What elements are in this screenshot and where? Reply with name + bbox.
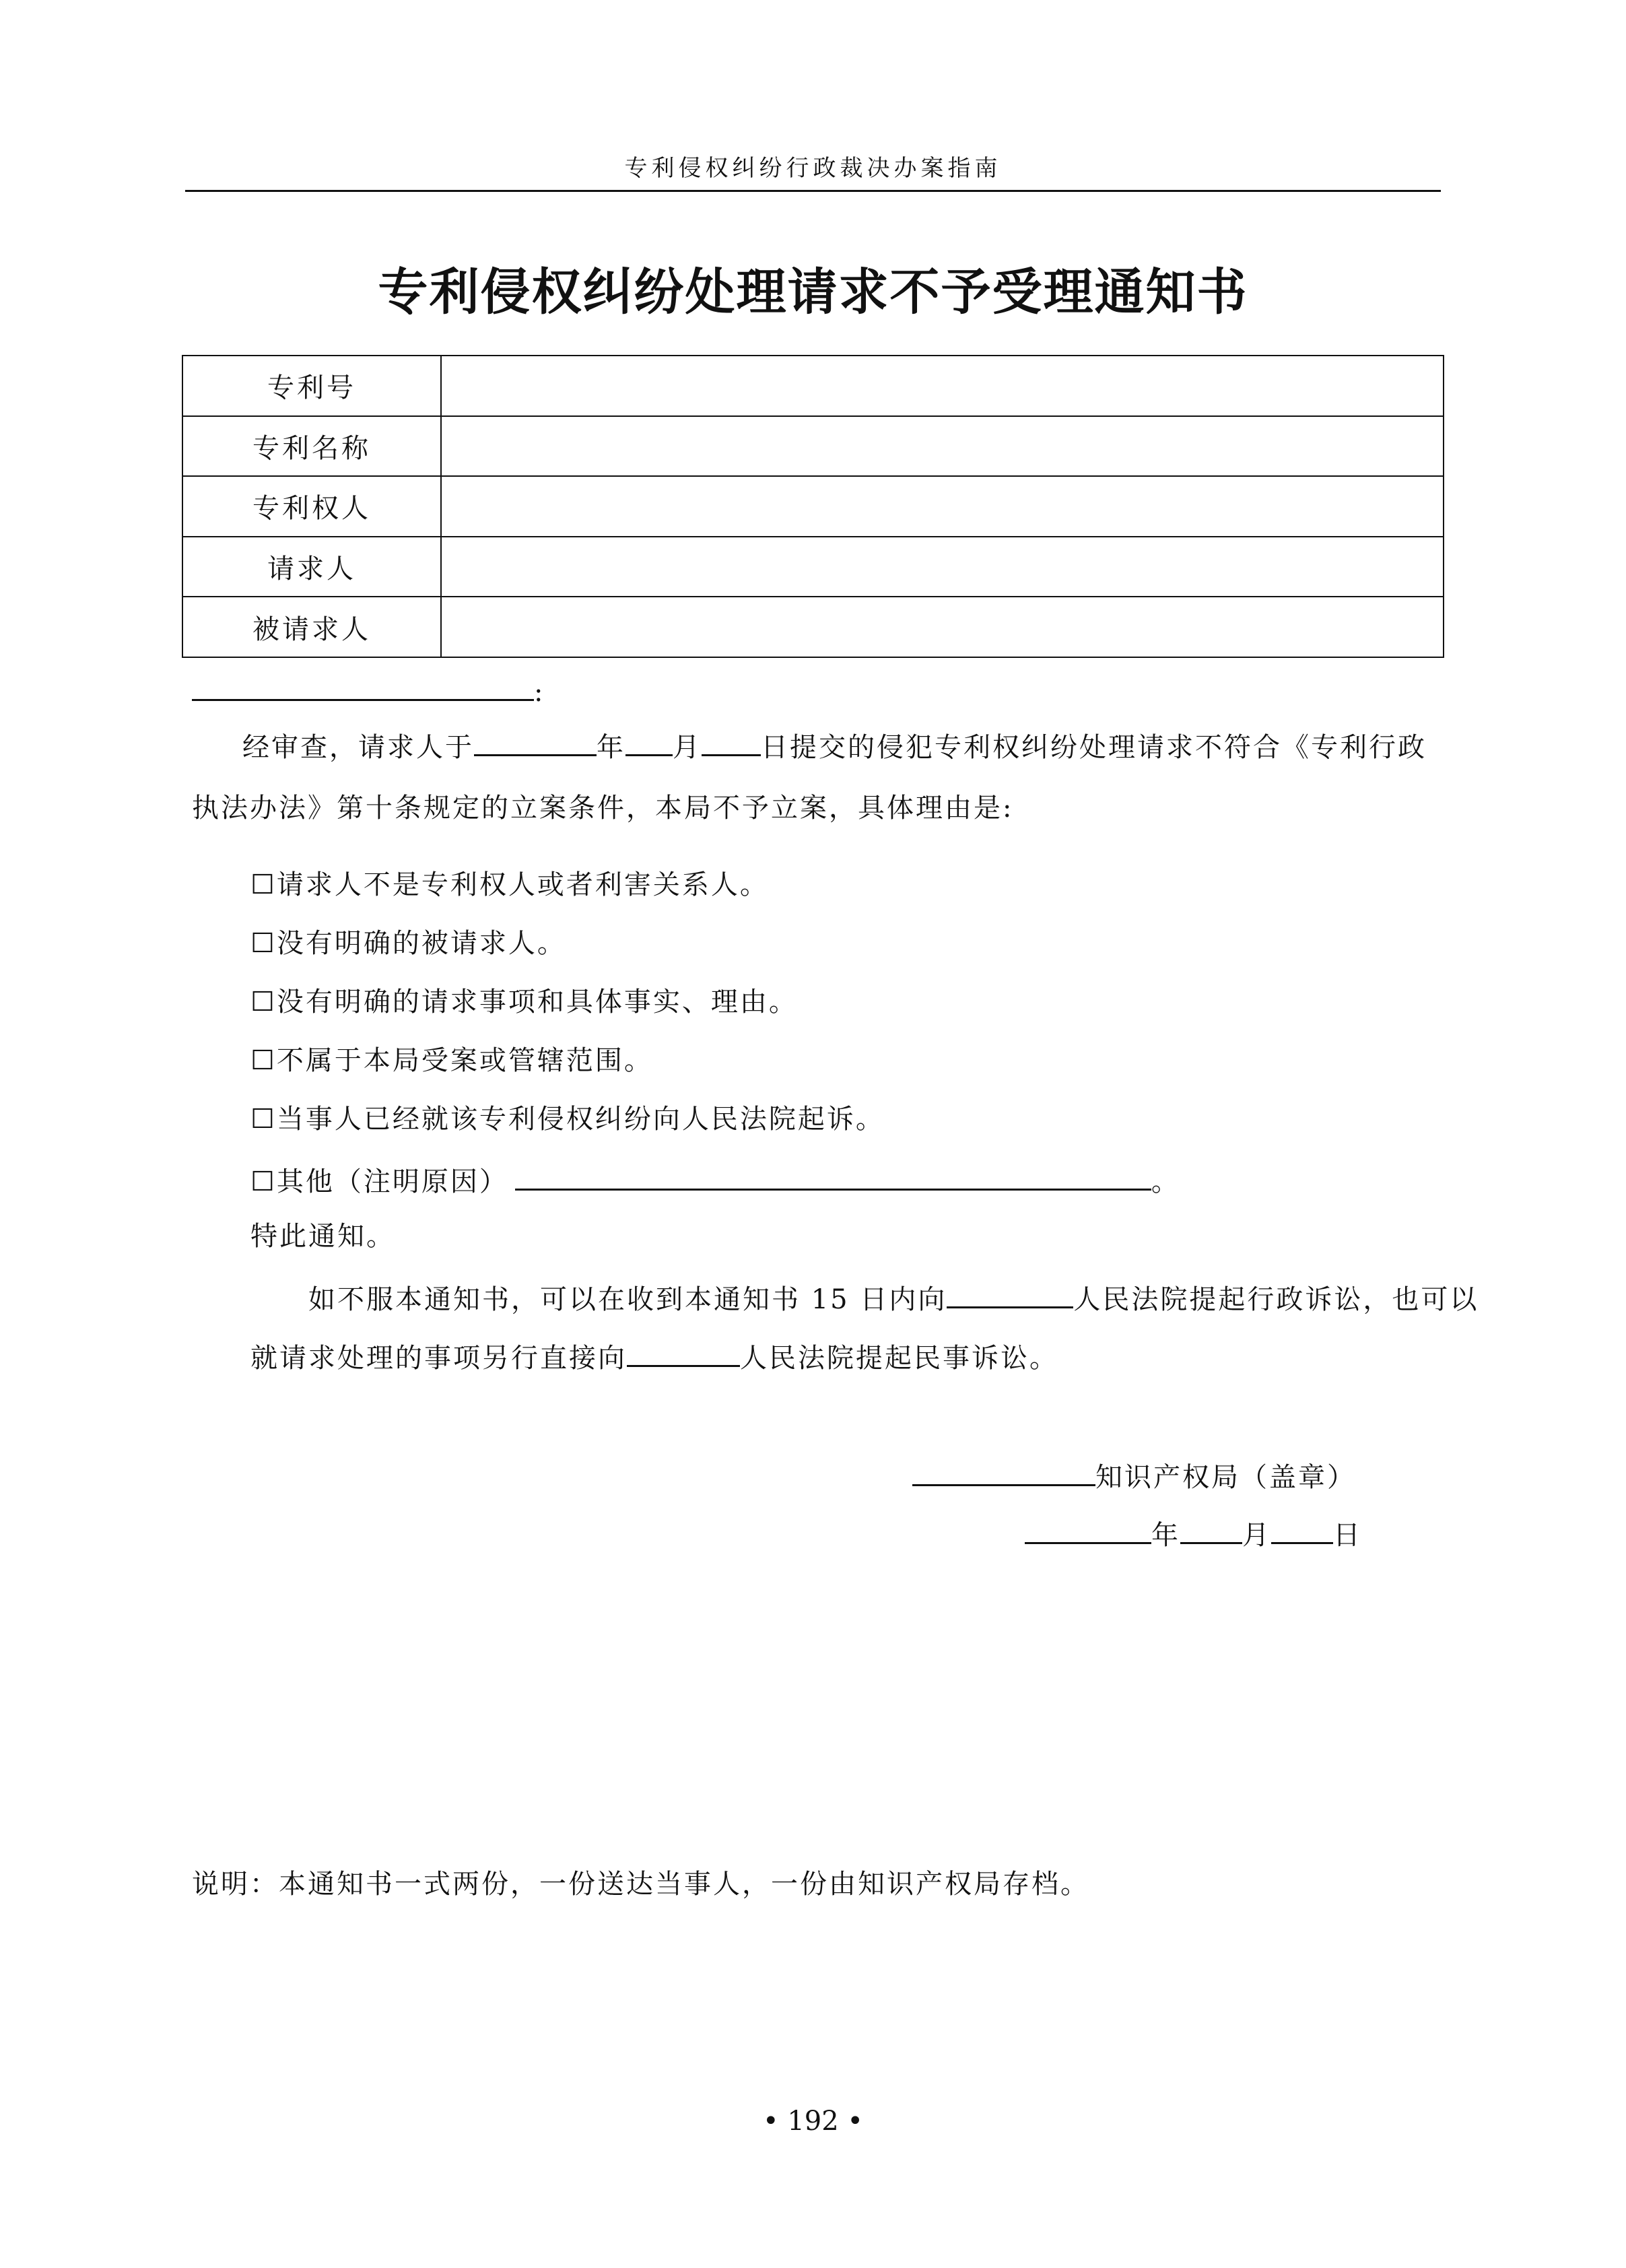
table-row [182, 356, 1444, 416]
day-label: 日 [1333, 1520, 1362, 1551]
reason-item [250, 986, 798, 1018]
notice-text: 特此通知。 [250, 1221, 395, 1252]
table-label: 专利名称 [182, 416, 441, 477]
note-text: 说明：本通知书一式两份，一份送达当事人，一份由知识产权局存档。 [192, 1869, 1089, 1900]
sign-month-blank[interactable] [1180, 1515, 1242, 1544]
table-value-respondent[interactable] [441, 597, 1444, 657]
table-value-patent-number[interactable] [441, 356, 1444, 416]
review-paragraph-line-1 [242, 727, 1427, 764]
table-value-patent-name[interactable] [441, 416, 1444, 477]
date-year-blank[interactable] [474, 727, 597, 756]
date-day-blank[interactable] [702, 727, 761, 756]
table-label: 专利号 [182, 356, 441, 416]
review-paragraph-line-2: 执法办法》第十条规定的立案条件，本局不予立案，具体理由是: [192, 793, 1014, 824]
table-label: 请求人 [182, 537, 441, 597]
table-value-patentee[interactable] [441, 476, 1444, 537]
table-row [182, 416, 1444, 477]
salutation-colon: : [534, 677, 545, 708]
table-row [182, 537, 1444, 597]
date-month-blank[interactable] [625, 727, 673, 756]
other-reason-blank[interactable] [515, 1162, 1151, 1191]
running-header: 专利侵权纠纷行政裁决办案指南 [624, 155, 1002, 182]
reason-text: 请求人不是专利权人或者利害关系人。 [276, 869, 769, 900]
year-label: 年 [1151, 1520, 1180, 1551]
sign-year-blank[interactable] [1025, 1515, 1151, 1544]
reason-end-mark: 。 [1151, 1166, 1180, 1197]
office-label: 知识产权局（盖章） [1095, 1462, 1356, 1493]
header-rule [185, 190, 1441, 192]
appeal-text: 如不服本通知书，可以在收到本通知书 15 日内向 [308, 1284, 947, 1315]
reason-item [250, 927, 566, 960]
page-number: • 192 • [763, 2106, 863, 2137]
patent-info-table [182, 355, 1444, 658]
salutation [192, 672, 545, 708]
checkbox-icon[interactable]: ☐ [250, 928, 277, 959]
reason-item [250, 1103, 885, 1135]
admin-court-blank[interactable] [947, 1279, 1073, 1308]
appeal-line-2 [250, 1338, 1058, 1374]
month-label: 月 [1242, 1520, 1271, 1551]
reason-text: 没有明确的请求事项和具体事实、理由。 [276, 987, 798, 1018]
civil-court-blank[interactable] [627, 1338, 740, 1367]
signature-office [912, 1457, 1356, 1494]
checkbox-icon[interactable]: ☐ [250, 1045, 277, 1076]
reason-item [250, 1044, 653, 1077]
table-row [182, 476, 1444, 537]
reason-text: 当事人已经就该专利侵权纠纷向人民法院起诉。 [276, 1104, 885, 1135]
table-label: 专利权人 [182, 476, 441, 537]
reason-text: 其他（注明原因） [276, 1166, 508, 1197]
sign-day-blank[interactable] [1271, 1515, 1333, 1544]
checkbox-icon[interactable]: ☐ [250, 1104, 277, 1135]
table-label: 被请求人 [182, 597, 441, 657]
document-title: 专利侵权纠纷处理请求不予受理通知书 [378, 263, 1248, 321]
reason-item [250, 869, 769, 901]
appeal-text-cont: 人民法院提起民事诉讼。 [740, 1343, 1058, 1374]
month-label: 月 [673, 732, 702, 763]
checkbox-icon[interactable]: ☐ [250, 1166, 277, 1197]
table-value-requester[interactable] [441, 537, 1444, 597]
office-name-blank[interactable] [912, 1457, 1095, 1486]
checkbox-icon[interactable]: ☐ [250, 869, 277, 900]
review-text: 经审查，请求人于 [242, 732, 474, 763]
reason-item-other [250, 1162, 1180, 1198]
reason-text: 没有明确的被请求人。 [276, 928, 566, 959]
appeal-text-cont: 人民法院提起行政诉讼，也可以 [1073, 1284, 1479, 1315]
review-text-cont: 日提交的侵犯专利权纠纷处理请求不符合《专利行政 [761, 732, 1427, 763]
appeal-text: 就请求处理的事项另行直接向 [250, 1343, 627, 1374]
checkbox-icon[interactable]: ☐ [250, 987, 277, 1018]
year-label: 年 [597, 732, 625, 763]
reason-text: 不属于本局受案或管辖范围。 [276, 1045, 653, 1076]
signature-date [1025, 1515, 1362, 1552]
addressee-blank[interactable] [192, 672, 534, 701]
table-row [182, 597, 1444, 657]
appeal-line-1 [308, 1279, 1479, 1316]
